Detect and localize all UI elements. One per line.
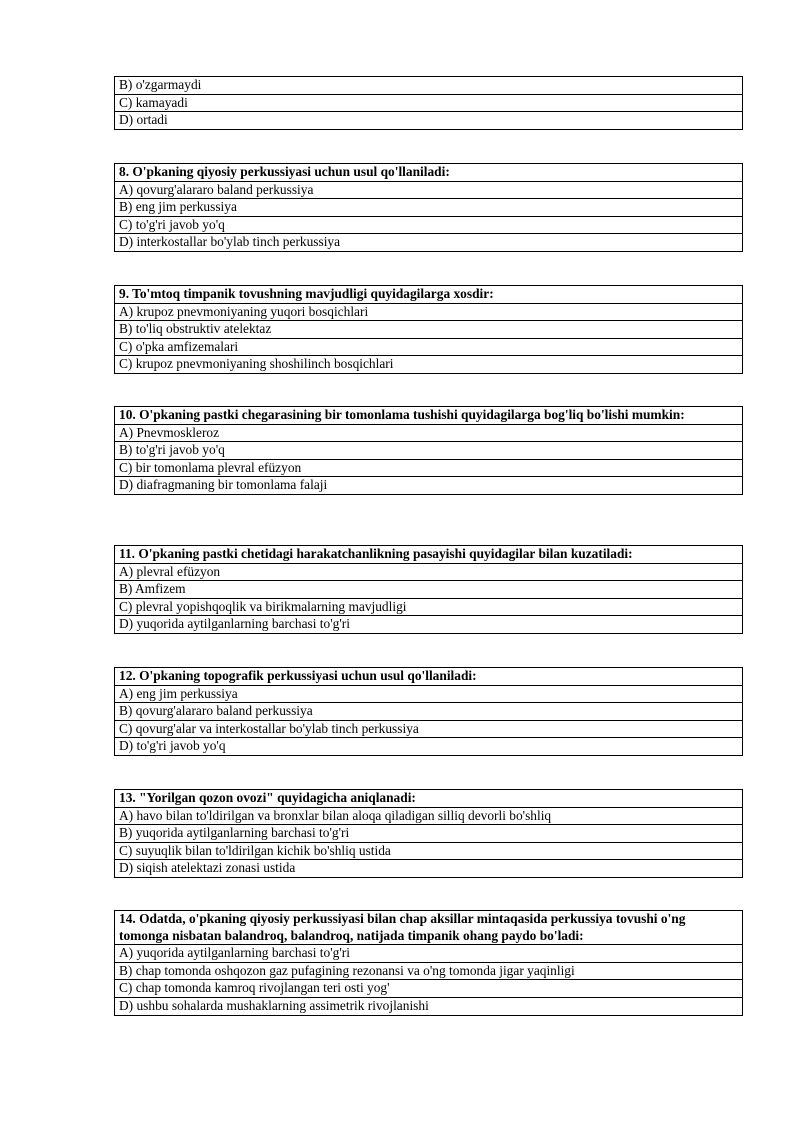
option-text: C) o'pka amfizemalari (115, 338, 743, 356)
option-text: C) to'g'ri javob yo'q (115, 216, 743, 234)
option-text: C) plevral yopishqoqlik va birikmalarning mavjudligi (115, 598, 743, 616)
option-row (115, 94, 743, 112)
question-10-table (114, 406, 743, 495)
question-11-table (114, 545, 743, 634)
option-row (115, 616, 743, 634)
option-row (115, 77, 743, 95)
option-row (115, 563, 743, 581)
question-text: 10. O'pkaning pastki chegarasining bir tomonlama tushishi quyidagilarga bog'liq bo'lishi mumkin: (115, 407, 743, 425)
option-text: B) to'g'ri javob yo'q (115, 442, 743, 460)
option-row (115, 234, 743, 252)
question-text: 12. O'pkaning topografik perkussiyasi uchun usul qo'llaniladi: (115, 668, 743, 686)
option-row (115, 442, 743, 460)
question-row (115, 668, 743, 686)
option-text: A) eng jim perkussiya (115, 685, 743, 703)
option-text: A) yuqorida aytilganlarning barchasi to'g'ri (115, 945, 743, 963)
option-row (115, 738, 743, 756)
option-row (115, 842, 743, 860)
question-7-partial-table (114, 76, 743, 130)
option-row (115, 303, 743, 321)
option-row (115, 997, 743, 1015)
question-9-table (114, 285, 743, 374)
question-row (115, 407, 743, 425)
option-row (115, 962, 743, 980)
option-text: C) bir tomonlama plevral efüzyon (115, 459, 743, 477)
option-row (115, 581, 743, 599)
option-text: A) Pnevmoskleroz (115, 424, 743, 442)
option-text: B) qovurg'alararo baland perkussiya (115, 703, 743, 721)
question-row (115, 164, 743, 182)
option-text: B) eng jim perkussiya (115, 199, 743, 217)
question-8-table (114, 163, 743, 252)
option-row (115, 459, 743, 477)
option-text: C) qovurg'alar va interkostallar bo'ylab tinch perkussiya (115, 720, 743, 738)
option-row (115, 216, 743, 234)
question-text: 8. O'pkaning qiyosiy perkussiyasi uchun usul qo'llaniladi: (115, 164, 743, 182)
option-text: D) yuqorida aytilganlarning barchasi to'g'ri (115, 616, 743, 634)
option-text: D) diafragmaning bir tomonlama falaji (115, 477, 743, 495)
question-13-table (114, 789, 743, 878)
question-text: 13. "Yorilgan qozon ovozi" quyidagicha aniqlanadi: (115, 790, 743, 808)
option-row (115, 980, 743, 998)
option-text: D) interkostallar bo'ylab tinch perkussiya (115, 234, 743, 252)
question-text: 11. O'pkaning pastki chetidagi harakatchanlikning pasayishi quyidagilar bilan kuzatiladi: (115, 546, 743, 564)
option-text: B) to'liq obstruktiv atelektaz (115, 321, 743, 339)
option-text: C) chap tomonda kamroq rivojlangan teri osti yog' (115, 980, 743, 998)
option-row (115, 703, 743, 721)
option-row (115, 199, 743, 217)
option-text: C) kamayadi (115, 94, 743, 112)
option-text: D) siqish atelektazi zonasi ustida (115, 860, 743, 878)
question-12-table (114, 667, 743, 756)
option-text: A) krupoz pnevmoniyaning yuqori bosqichlari (115, 303, 743, 321)
option-row (115, 356, 743, 374)
question-text: 14. Odatda, o'pkaning qiyosiy perkussiyasi bilan chap aksillar mintaqasida perkussiya tovushi o'ng tomonga nisbatan balandroq, balandroq, natijada timpanik ohang paydo bo'ladi: (115, 911, 743, 945)
option-text: D) ortadi (115, 112, 743, 130)
option-text: B) o'zgarmaydi (115, 77, 743, 95)
option-text: C) krupoz pnevmoniyaning shoshilinch bosqichlari (115, 356, 743, 374)
option-row (115, 477, 743, 495)
option-row (115, 424, 743, 442)
option-row (115, 321, 743, 339)
option-row (115, 825, 743, 843)
option-text: B) yuqorida aytilganlarning barchasi to'g'ri (115, 825, 743, 843)
question-row (115, 911, 743, 945)
option-row (115, 181, 743, 199)
option-text: A) havo bilan to'ldirilgan va bronxlar bilan aloqa qiladigan silliq devorli bo'shliq (115, 807, 743, 825)
option-row (115, 598, 743, 616)
option-row (115, 112, 743, 130)
question-row (115, 790, 743, 808)
option-row (115, 685, 743, 703)
option-text: D) ushbu sohalarda mushaklarning assimetrik rivojlanishi (115, 997, 743, 1015)
question-row (115, 286, 743, 304)
option-text: D) to'g'ri javob yo'q (115, 738, 743, 756)
option-text: A) qovurg'alararo baland perkussiya (115, 181, 743, 199)
option-row (115, 720, 743, 738)
question-14-table (114, 910, 743, 1016)
option-row (115, 338, 743, 356)
option-text: B) chap tomonda oshqozon gaz pufagining rezonansi va o'ng tomonda jigar yaqinligi (115, 962, 743, 980)
option-row (115, 807, 743, 825)
question-text: 9. To'mtoq timpanik tovushning mavjudligi quyidagilarga xosdir: (115, 286, 743, 304)
question-row (115, 546, 743, 564)
option-row (115, 860, 743, 878)
option-row (115, 945, 743, 963)
option-text: B) Amfizem (115, 581, 743, 599)
option-text: A) plevral efüzyon (115, 563, 743, 581)
option-text: C) suyuqlik bilan to'ldirilgan kichik bo'shliq ustida (115, 842, 743, 860)
